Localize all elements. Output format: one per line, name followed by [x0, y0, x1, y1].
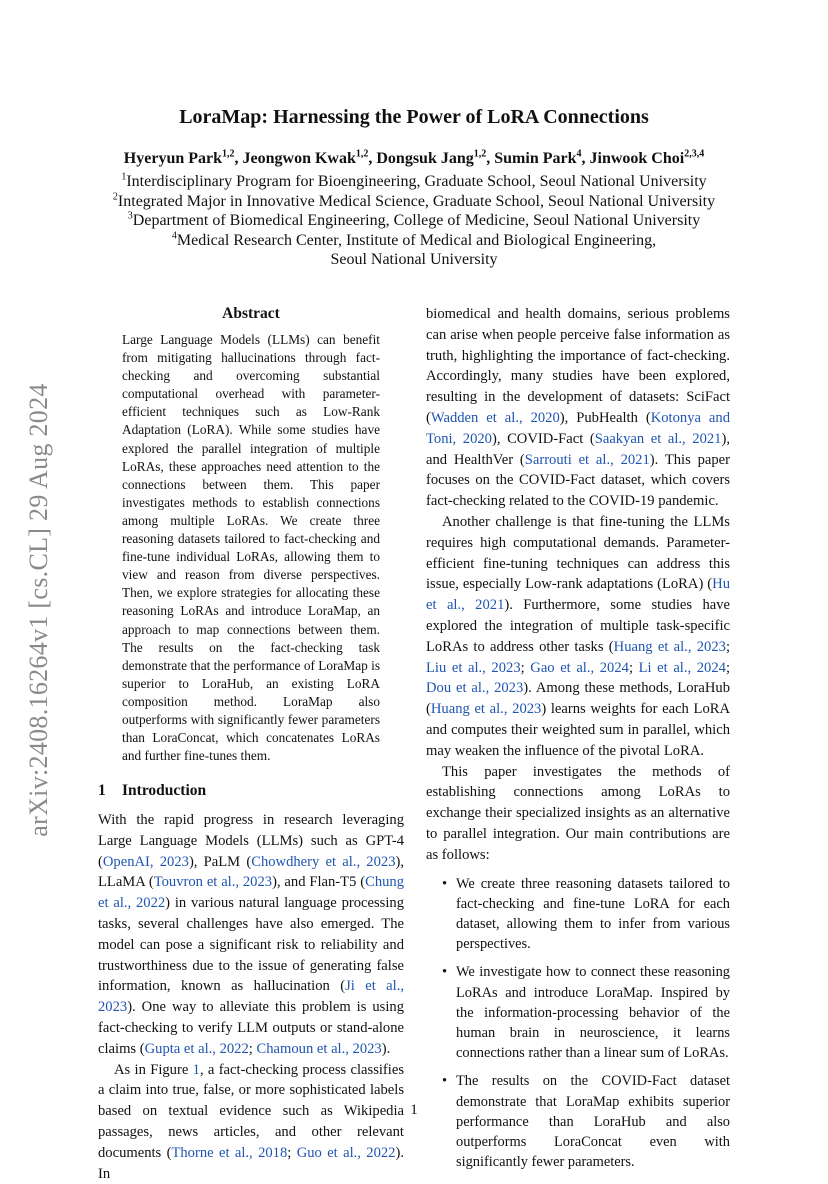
affiliation-line: [0, 192, 828, 212]
body-text: ;: [287, 1144, 297, 1161]
introduction-body: [98, 810, 404, 1184]
affiliation-marker: 4: [171, 230, 177, 242]
body-text: ). In: [98, 1144, 404, 1182]
abstract-text: Large Language Models (LLMs) can benefit from mitigating hallucinations through fact-checking and overcoming substantial computational overhead with parameter-efficient techniques such as Low-Rank Adaptation (LoRA). While some studies have explored the parallel integration of multiple LoRAs, these approaches need attention to the connections between them. This paper investigates methods to establish connections among multiple LoRAs. We create three reasoning datasets tailored to fact-checking and fine-tune individual LoRAs, allowing them to view and reason from diverse perspectives. Then, we explore strategies for allocating these reasoning LoRAs and introduce LoraMap, an approach to map connections between them. The results on the fact-checking task demonstrate that the performance of LoraMap is superior to LoraHub, an existing LoRA composition method. LoraMap also outperforms with significantly fewer parameters than LoraConcat, which concatenates LoRAs and further fine-tunes them.: [122, 332, 380, 764]
body-text: As in Figure: [114, 1061, 193, 1078]
paper-title: LoraMap: Harnessing the Power of LoRA Connections: [179, 106, 649, 128]
citation-link[interactable]: Touvron et al., 2023: [153, 874, 273, 891]
body-text: ), and Flan-T5 (: [272, 874, 366, 891]
affiliation-text: Seoul National University: [330, 251, 498, 269]
body-text: biomedical and health domains, serious problems can arise when people perceive false information as truth, highlighting the importance of fact-checking. Accordingly, many studies have been explored, resulting in the development of datasets: SciFact (: [426, 306, 730, 426]
abstract-heading: Abstract: [222, 305, 280, 322]
citation-link[interactable]: Saakyan et al., 2021: [594, 430, 722, 447]
affiliation-text: Interdisciplinary Program for Bioengineering, Graduate School, Seoul National University: [126, 173, 707, 190]
body-text: ), PaLM (: [188, 853, 252, 870]
contribution-text: We investigate how to connect these reasoning LoRAs and introduce LoraMap. Inspired by the information-processing behavior of the human brain in neuroscience, it learns connections rather than a linear sum of LoRAs.: [456, 964, 730, 1062]
contribution-item: [442, 874, 730, 955]
affiliation-line: [0, 172, 828, 192]
contribution-text: The results on the COVID-Fact dataset demonstrate that LoraMap exhibits superior performance than LoraHub and also outperforms LoraConcat even with significantly fewer parameters.: [456, 1073, 730, 1171]
author-affiliation-marker: 1,2: [355, 148, 369, 160]
arxiv-identifier: arXiv:2408.16264v1 [cs.CL] 29 Aug 2024: [24, 383, 53, 837]
body-text: ;: [628, 659, 639, 676]
author-affiliation-marker: 1,2: [473, 148, 487, 160]
body-paragraph: [98, 1060, 404, 1184]
bullet-icon: •: [442, 964, 448, 981]
body-paragraph: [426, 762, 730, 866]
page-number: 1: [410, 1102, 418, 1118]
citation-link[interactable]: Huang et al., 2023: [613, 638, 726, 655]
citation-link[interactable]: Chung et al., 2022: [98, 874, 405, 912]
body-text: ). Furthermore, some studies have explored the integration of multiple task-specific LoRAs to address other tasks (: [426, 597, 730, 655]
affiliation-line: [0, 231, 828, 251]
author-affiliation-marker: 4: [576, 148, 582, 160]
body-text: ;: [725, 659, 730, 676]
body-text: Another challenge is that fine-tuning the LLMs requires high computational demands. Parameter-efficient fine-tuning techniques can address this issue, especially Low-rank adaptations (LoRA) (: [426, 513, 730, 593]
citation-link[interactable]: Wadden et al., 2020: [430, 409, 560, 426]
right-column-body: [426, 304, 730, 866]
citation-link[interactable]: Huang et al., 2023: [430, 701, 542, 718]
contribution-list: [426, 874, 730, 1173]
contribution-item: [442, 962, 730, 1063]
author-name: Dongsuk Jang: [376, 150, 474, 167]
body-text: ), LLaMA (: [98, 853, 405, 891]
body-text: ). One way to alleviate this problem is using fact-checking to verify LLM outputs or stand-alone claims (: [98, 999, 404, 1057]
affiliation-text: Medical Research Center, Institute of Medical and Biological Engineering,: [176, 231, 657, 249]
citation-link[interactable]: Kotonya and Toni, 2020: [426, 409, 730, 447]
body-paragraph: [98, 810, 404, 1060]
bullet-icon: •: [442, 1073, 448, 1090]
section-title: Introduction: [122, 782, 207, 800]
affiliation-marker: 2: [112, 191, 118, 203]
author-name: Sumin Park: [494, 150, 577, 167]
bullet-icon: •: [442, 875, 448, 892]
body-text: ). Among these methods, LoraHub (: [426, 680, 730, 718]
citation-link[interactable]: Gupta et al., 2022: [144, 1040, 249, 1057]
body-text: ), and HealthVer (: [426, 430, 730, 468]
body-text: With the rapid progress in research leveraging Large Language Models (LLMs) such as GPT-4 (: [98, 812, 404, 870]
body-text: ). This paper focuses on the COVID-Fact dataset, which covers fact-checking related to the COVID-19 pandemic.: [426, 451, 730, 510]
citation-link[interactable]: OpenAI, 2023: [102, 853, 189, 870]
affiliation-list: [0, 172, 828, 270]
affiliation-text: Department of Biomedical Engineering, College of Medicine, Seoul National University: [132, 212, 701, 230]
citation-link[interactable]: Sarrouti et al., 2021: [524, 451, 650, 468]
section-heading-introduction: [98, 781, 404, 802]
citation-link[interactable]: Gao et al., 2024: [530, 659, 629, 676]
body-text: ;: [725, 638, 730, 655]
affiliation-marker: 3: [127, 210, 133, 222]
citation-link[interactable]: Chamoun et al., 2023: [256, 1040, 382, 1057]
arxiv-sidebar: [18, 360, 60, 860]
author-affiliation-marker: 2,3,4: [684, 148, 705, 160]
affiliation-marker: 1: [121, 171, 127, 183]
body-text: ) in various natural language processing tasks, several challenges have also emerged. The model can pose a significant risk to reliability and trustworthiness due to the issue of generating false information, known as hallucination (: [98, 895, 404, 995]
citation-link[interactable]: Guo et al., 2022: [296, 1144, 396, 1161]
affiliation-text: Integrated Major in Innovative Medical Science, Graduate School, Seoul National University: [117, 192, 716, 210]
author-affiliation-marker: 1,2: [222, 148, 235, 160]
citation-link[interactable]: Thorne et al., 2018: [171, 1144, 288, 1161]
body-text: , a fact-checking process classifies a claim into true, false, or more sophisticated labels based on textual evidence such as Wikipedia passages, news articles, and other relevant documents (: [98, 1061, 404, 1161]
author-list: Hyeryun Park$^{1,2}$, Jeongwon Kwak$^{1,2}$, Dongsuk Jang$^{1,2}$, Sumin Park$^4$, Jinwook Choi$^{2,3,4}$: [123, 148, 705, 167]
author-name: Jeongwon Kwak: [242, 150, 356, 167]
citation-link[interactable]: Ji et al., 2023: [98, 978, 404, 1016]
contribution-item: [442, 1071, 730, 1172]
citation-link[interactable]: Chowdhery et al., 2023: [251, 853, 396, 870]
body-paragraph: [426, 512, 730, 762]
author-name: Jinwook Choi: [589, 150, 685, 167]
left-column: [98, 304, 404, 1184]
citation-link[interactable]: Liu et al., 2023: [426, 659, 521, 676]
body-text: ), COVID-Fact (: [491, 430, 595, 447]
author-name: Hyeryun Park: [123, 150, 223, 167]
affiliation-line: [0, 250, 828, 270]
body-text: ;: [248, 1040, 257, 1057]
body-paragraph: [426, 304, 730, 512]
body-text: ).: [381, 1040, 391, 1057]
citation-link[interactable]: Hu et al., 2021: [426, 576, 730, 614]
body-text: ;: [520, 659, 531, 676]
body-text: This paper investigates the methods of establishing connections among LoRAs to exchange their specialized insights as an alternative to parallel integration. Our main contributions are as follows:: [426, 763, 730, 863]
citation-link[interactable]: 1: [192, 1061, 200, 1078]
citation-link[interactable]: Li et al., 2024: [638, 659, 726, 676]
citation-link[interactable]: Dou et al., 2023: [426, 680, 524, 697]
contribution-text: We create three reasoning datasets tailored to fact-checking and fine-tune LoRA for each dataset, allowing them to infer from various perspectives.: [456, 875, 730, 953]
body-text: ), PubHealth (: [559, 409, 651, 426]
section-number: 1: [98, 782, 106, 800]
right-column: [426, 304, 730, 1180]
affiliation-line: [0, 211, 828, 231]
body-text: ) learns weights for each LoRA and computes their weighted sum in parallel, which may weaken the influence of the pivotal LoRA.: [426, 701, 731, 759]
